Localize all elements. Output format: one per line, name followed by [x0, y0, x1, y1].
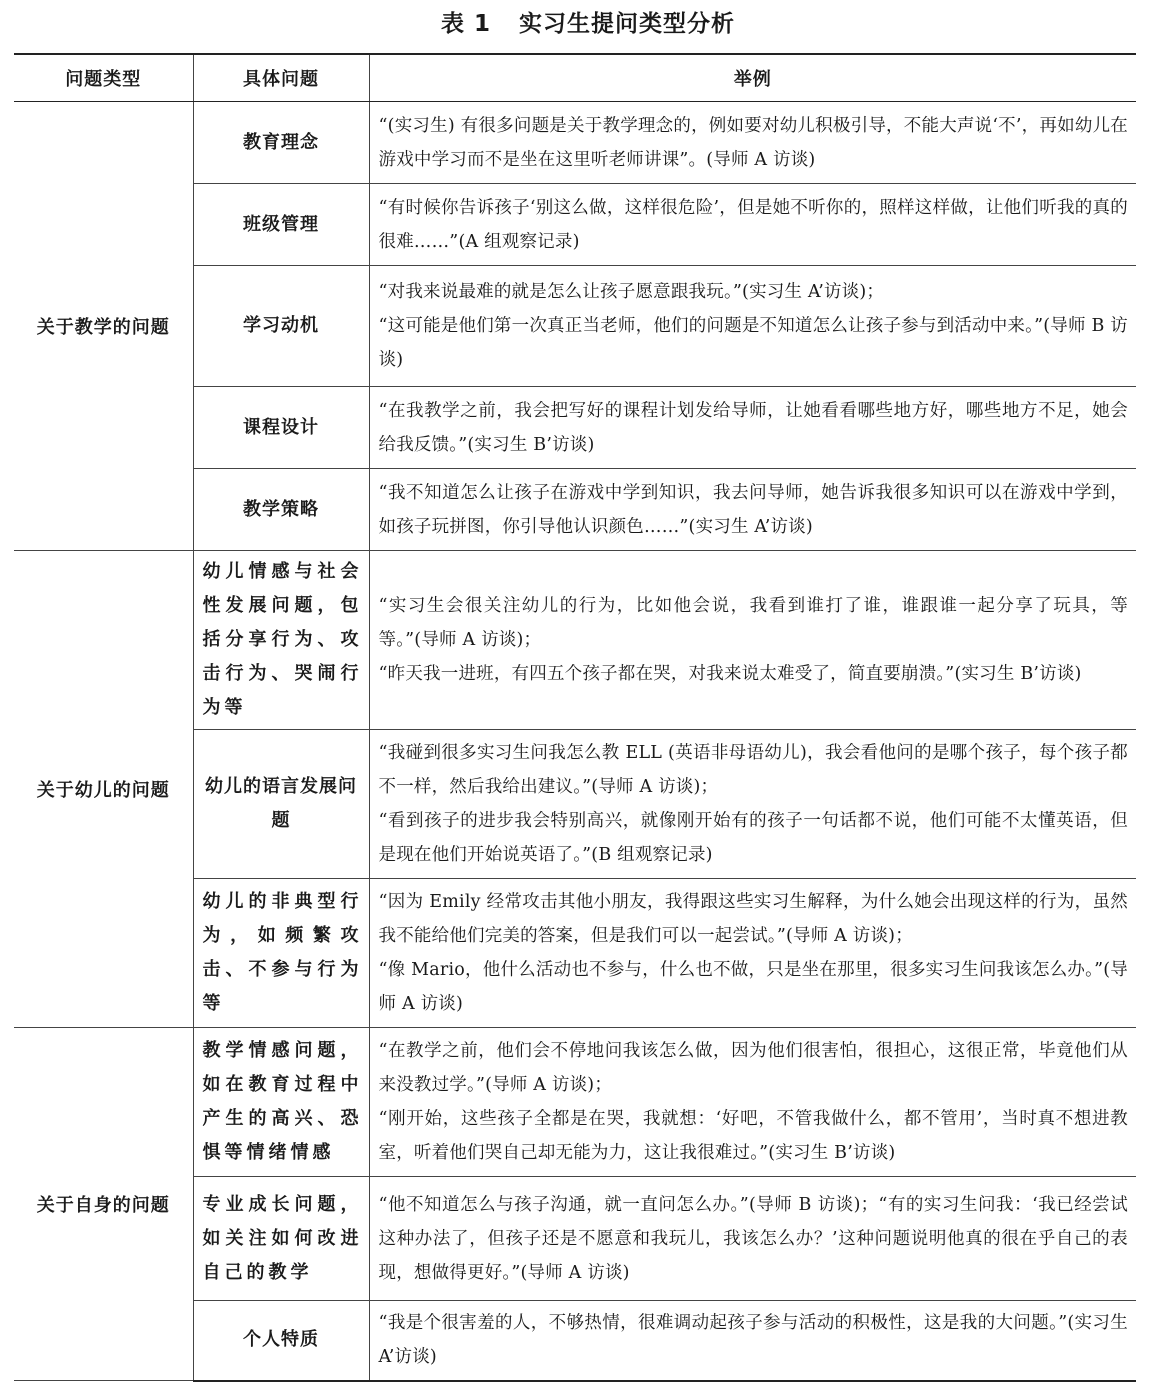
example-text: “昨天我一进班，有四五个孩子都在哭，对我来说太难受了，简直要崩溃。”(实习生 B’访谈): [378, 664, 1082, 684]
specific-cell: 个人特质: [193, 1301, 369, 1381]
example-text: “因为 Emily 经常攻击其他小朋友，我得跟这些实习生解释，为什么她会出现这样的行为，虽然我不能给他们完美的答案，但是我们可以一起尝试。”(导师 A 访谈)；: [378, 892, 1128, 946]
category-cell: 关于教学的问题: [14, 102, 193, 551]
question-type-table: [14, 53, 1136, 1382]
example-text: “有时候你告诉孩子‘别这么做，这样很危险’，但是她不听你的，照样这样做，让他们听我的真的很难……”(A 组观察记录): [378, 197, 1128, 252]
specific-cell: 专业成长问题，如关注如何改进自己的教学: [193, 1177, 369, 1301]
example-cell: [369, 730, 1136, 879]
example-text: “他不知道怎么与孩子沟通，就一直问怎么办。”(导师 B 访谈)；“有的实习生问我：‘我已经尝试这种办法了，但孩子还是不愿意和我玩儿，我该怎么办？’这种问题说明他真的很在乎自己的表现，想做得更好。”(导师 A 访谈): [378, 1194, 1128, 1283]
example-text: “我不知道怎么让孩子在游戏中学到知识，我去问导师，她告诉我很多知识可以在游戏中学到，如孩子玩拼图，你引导他认识颜色……”(实习生 A’访谈): [378, 482, 1128, 537]
example-text: “对我来说最难的就是怎么让孩子愿意跟我玩。”(实习生 A’访谈)；: [378, 282, 885, 302]
example-cell: [369, 102, 1136, 184]
example-text: “这可能是他们第一次真正当老师，他们的问题是不知道怎么让孩子参与到活动中来。”(导师 B 访谈): [378, 316, 1128, 370]
header-row: [14, 54, 1136, 102]
example-cell: [369, 1301, 1136, 1381]
specific-cell: 教学策略: [193, 469, 369, 551]
example-text: “实习生会很关注幼儿的行为，比如他会说，我看到谁打了谁，谁跟谁一起分享了玩具，等等。”(导师 A 访谈)；: [378, 596, 1128, 650]
example-cell: [369, 387, 1136, 469]
table-number: 表 1: [440, 11, 491, 37]
example-text: “在我教学之前，我会把写好的课程计划发给导师，让她看看哪些地方好，哪些地方不足，她会给我反馈。”(实习生 B’访谈): [378, 400, 1128, 455]
table-title: [0, 4, 1176, 44]
example-text: “(实习生) 有很多问题是关于教学理念的，例如要对幼儿积极引导，不能大声说‘不’，再如幼儿在游戏中学习而不是坐在这里听老师讲课”。(导师 A 访谈): [378, 115, 1128, 170]
example-cell: [369, 184, 1136, 266]
header-type: 问题类型: [14, 54, 193, 102]
specific-cell: 幼儿情感与社会性发展问题，包括分享行为、攻击行为、哭闹行为等: [193, 551, 369, 730]
table-title-text: 实习生提问类型分析: [519, 11, 735, 37]
specific-cell: 课程设计: [193, 387, 369, 469]
table-row: [14, 102, 1136, 184]
example-cell: [369, 266, 1136, 387]
specific-cell: 教学情感问题，如在教育过程中产生的高兴、恐惧等情绪情感: [193, 1028, 369, 1177]
specific-cell: 学习动机: [193, 266, 369, 387]
table-row: [14, 1028, 1136, 1177]
example-cell: [369, 551, 1136, 730]
category-cell: 关于自身的问题: [14, 1028, 193, 1381]
example-cell: [369, 469, 1136, 551]
example-text: “我碰到很多实习生问我怎么教 ELL (英语非母语幼儿)，我会看他问的是哪个孩子，每个孩子都不一样，然后我给出建议。”(导师 A 访谈)；: [378, 743, 1128, 797]
table-row: [14, 551, 1136, 730]
example-cell: [369, 879, 1136, 1028]
specific-cell: 教育理念: [193, 102, 369, 184]
example-text: “看到孩子的进步我会特别高兴，就像刚开始有的孩子一句话都不说，他们可能不太懂英语，但是现在他们开始说英语了。”(B 组观察记录): [378, 811, 1128, 865]
example-text: “刚开始，这些孩子全都是在哭，我就想：‘好吧，不管我做什么，都不管用’，当时真不想进教室，听着他们哭自己却无能为力，这让我很难过。”(实习生 B’访谈): [378, 1109, 1128, 1163]
header-specific: 具体问题: [193, 54, 369, 102]
example-text: “像 Mario，他什么活动也不参与，什么也不做，只是坐在那里，很多实习生问我该怎么办。”(导师 A 访谈): [378, 960, 1128, 1014]
example-cell: [369, 1177, 1136, 1301]
header-example: 举例: [369, 54, 1136, 102]
specific-cell: 幼儿的非典型行为，如频繁攻击、不参与行为等: [193, 879, 369, 1028]
specific-cell: 班级管理: [193, 184, 369, 266]
example-cell: [369, 1028, 1136, 1177]
example-text: “在教学之前，他们会不停地问我该怎么做，因为他们很害怕，很担心，这很正常，毕竟他们从来没教过学。”(导师 A 访谈)；: [378, 1041, 1128, 1095]
example-text: “我是个很害羞的人，不够热情，很难调动起孩子参与活动的积极性，这是我的大问题。”(实习生 A’访谈): [378, 1313, 1128, 1368]
specific-cell: 幼儿的语言发展问题: [193, 730, 369, 879]
category-cell: 关于幼儿的问题: [14, 551, 193, 1028]
